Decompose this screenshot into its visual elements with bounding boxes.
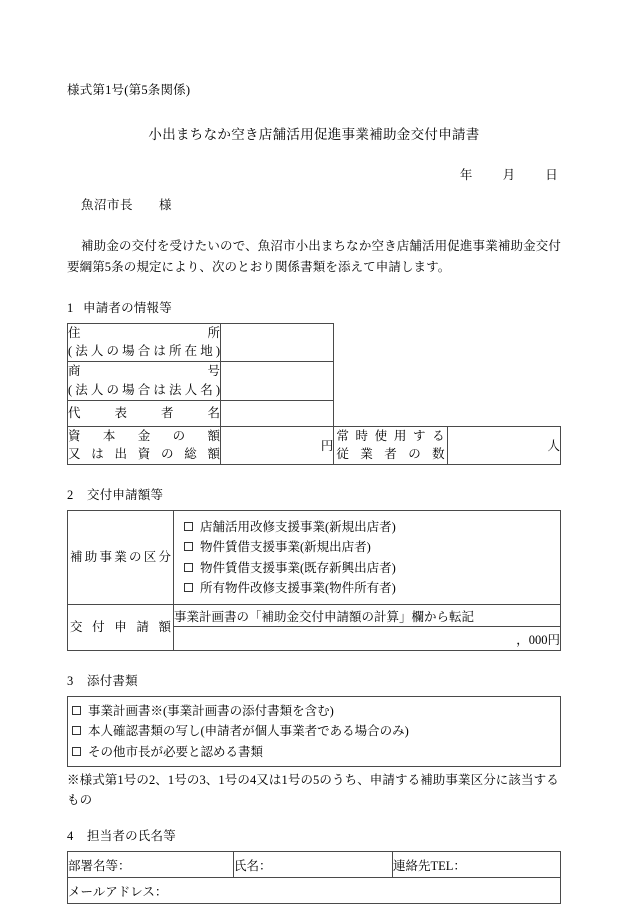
category-options-cell (174, 511, 561, 605)
checkbox-row[interactable] (184, 578, 560, 598)
contact-person-table (67, 851, 561, 904)
document-title: 小出まちなか空き店舗活用促進事業補助金交付申請書 (148, 126, 480, 142)
applicant-info-table (67, 323, 561, 466)
section2-title: 交付申請額等 (87, 488, 164, 502)
grant-amount-table (67, 510, 561, 651)
table-row (68, 362, 561, 401)
category-option-label: 物件賃借支援事業(既存新興出店者) (200, 560, 396, 575)
department-label: 部署名等： (68, 858, 131, 873)
addressee-line (67, 195, 561, 213)
category-option-label: 物件賃借支援事業(新規出店者) (200, 540, 371, 555)
amount-value-cell[interactable] (174, 627, 561, 651)
contact-name-cell[interactable] (234, 852, 393, 878)
section3-heading (67, 671, 561, 689)
representative-value-cell[interactable] (221, 400, 334, 426)
amount-label-cell (68, 605, 174, 651)
attachment-label: その他市長が必要と認める書類 (88, 744, 264, 759)
checkbox-icon[interactable] (184, 522, 193, 531)
tradename-label-line1: 商号 (68, 364, 220, 378)
contact-email-cell[interactable] (68, 878, 561, 904)
checkbox-row[interactable] (184, 558, 560, 578)
category-option-label: 所有物件改修支援事業(物件所有者) (200, 580, 396, 595)
capital-label-line1: 資本金の額 (68, 428, 220, 443)
address-label-line2: (法人の場合は所在地) (68, 344, 220, 359)
tradename-label-cell (68, 362, 221, 401)
checkbox-icon[interactable] (72, 726, 81, 735)
addressee-name: 魚沼市長 (81, 197, 134, 212)
amount-note-cell: 事業計画書の「補助金交付申請額の計算」欄から転記 (174, 605, 561, 627)
address-label-cell (68, 323, 221, 362)
department-cell[interactable] (68, 852, 234, 878)
address-value-cell[interactable] (221, 323, 334, 362)
checkbox-row[interactable] (184, 537, 560, 557)
date-day-label: 日 (545, 167, 558, 182)
section1-heading (67, 298, 561, 316)
category-checkbox-list (174, 511, 560, 604)
body-paragraph (67, 236, 561, 279)
addressee-honorific: 様 (159, 197, 173, 212)
employees-value-cell[interactable] (447, 426, 560, 465)
table-row (68, 511, 561, 605)
employees-label-cell (334, 426, 447, 465)
date-line (67, 165, 561, 183)
date-month-label: 月 (502, 167, 516, 182)
capital-value-cell[interactable] (221, 426, 334, 465)
checkbox-row[interactable] (72, 742, 560, 762)
attachment-label: 事業計画書※(事業計画書の添付書類を含む) (88, 704, 334, 718)
checkbox-row[interactable] (72, 721, 560, 741)
contact-tel-cell[interactable] (393, 852, 561, 878)
tradename-value-cell[interactable] (221, 362, 334, 401)
capital-unit: 円 (320, 439, 334, 454)
section3-number: 3 (67, 674, 74, 688)
section3-title: 添付書類 (87, 674, 138, 688)
amount-label: 交付申請額 (70, 620, 171, 635)
body-paragraph-text: 補助金の交付を受けたいので、魚沼市小出まちなか空き店舗活用促進事業補助金交付要綱第5条の規定により、次のとおり関係書類を添えて申請します。 (67, 238, 561, 274)
section1-title: 申請者の情報等 (83, 300, 172, 315)
checkbox-icon[interactable] (184, 583, 193, 592)
form-number: 様式第1号(第5条関係) (67, 83, 191, 97)
section4-heading (67, 826, 561, 844)
checkbox-icon[interactable] (184, 563, 193, 572)
contact-email-label: メールアドレス： (68, 884, 168, 899)
table-row (68, 878, 561, 904)
contact-tel-label: 連絡先TEL： (393, 858, 466, 873)
document-body (67, 82, 561, 904)
table-row (68, 426, 561, 465)
representative-label-cell (68, 400, 221, 426)
attachments-box (67, 696, 561, 767)
checkbox-icon[interactable] (72, 706, 81, 715)
address-label-line1: 住所 (68, 325, 220, 340)
section2-number: 2 (67, 488, 74, 502)
table-row (68, 605, 561, 627)
employees-unit: 人 (547, 439, 560, 454)
section4-number: 4 (67, 829, 74, 844)
employees-label-line2: 従業者の数 (336, 447, 445, 462)
tradename-label-line2: (法人の場合は法人名) (68, 382, 220, 397)
capital-label-line2: 又は出資の総額 (68, 447, 220, 462)
checkbox-row[interactable] (184, 517, 560, 537)
capital-label-cell (68, 426, 221, 465)
section2-heading (67, 485, 561, 503)
category-option-label: 店舗活用改修支援事業(新規出店者) (200, 520, 396, 534)
attachment-label: 本人確認書類の写し(申請者が個人事業者である場合のみ) (88, 724, 409, 739)
employees-label-line1: 常時使用する (336, 428, 445, 443)
category-label: 補助事業の区分 (70, 550, 171, 565)
section1-number: 1 (67, 300, 74, 315)
table-row (68, 323, 561, 362)
table-row (68, 400, 561, 426)
representative-label: 代表者名 (68, 405, 220, 420)
table-row (68, 852, 561, 878)
date-year-label: 年 (459, 167, 473, 182)
checkbox-icon[interactable] (184, 542, 193, 551)
amount-suffix: ，000円 (516, 632, 560, 647)
contact-name-label: 氏名： (234, 858, 272, 873)
checkbox-row[interactable] (72, 701, 560, 721)
attachments-note: ※様式第1号の2、1号の3、1号の4又は1号の5のうち、申請する補助事業区分に該当するもの (67, 772, 559, 807)
category-label-cell (68, 511, 174, 605)
section4-title: 担当者の氏名等 (87, 829, 176, 844)
checkbox-icon[interactable] (72, 747, 81, 756)
